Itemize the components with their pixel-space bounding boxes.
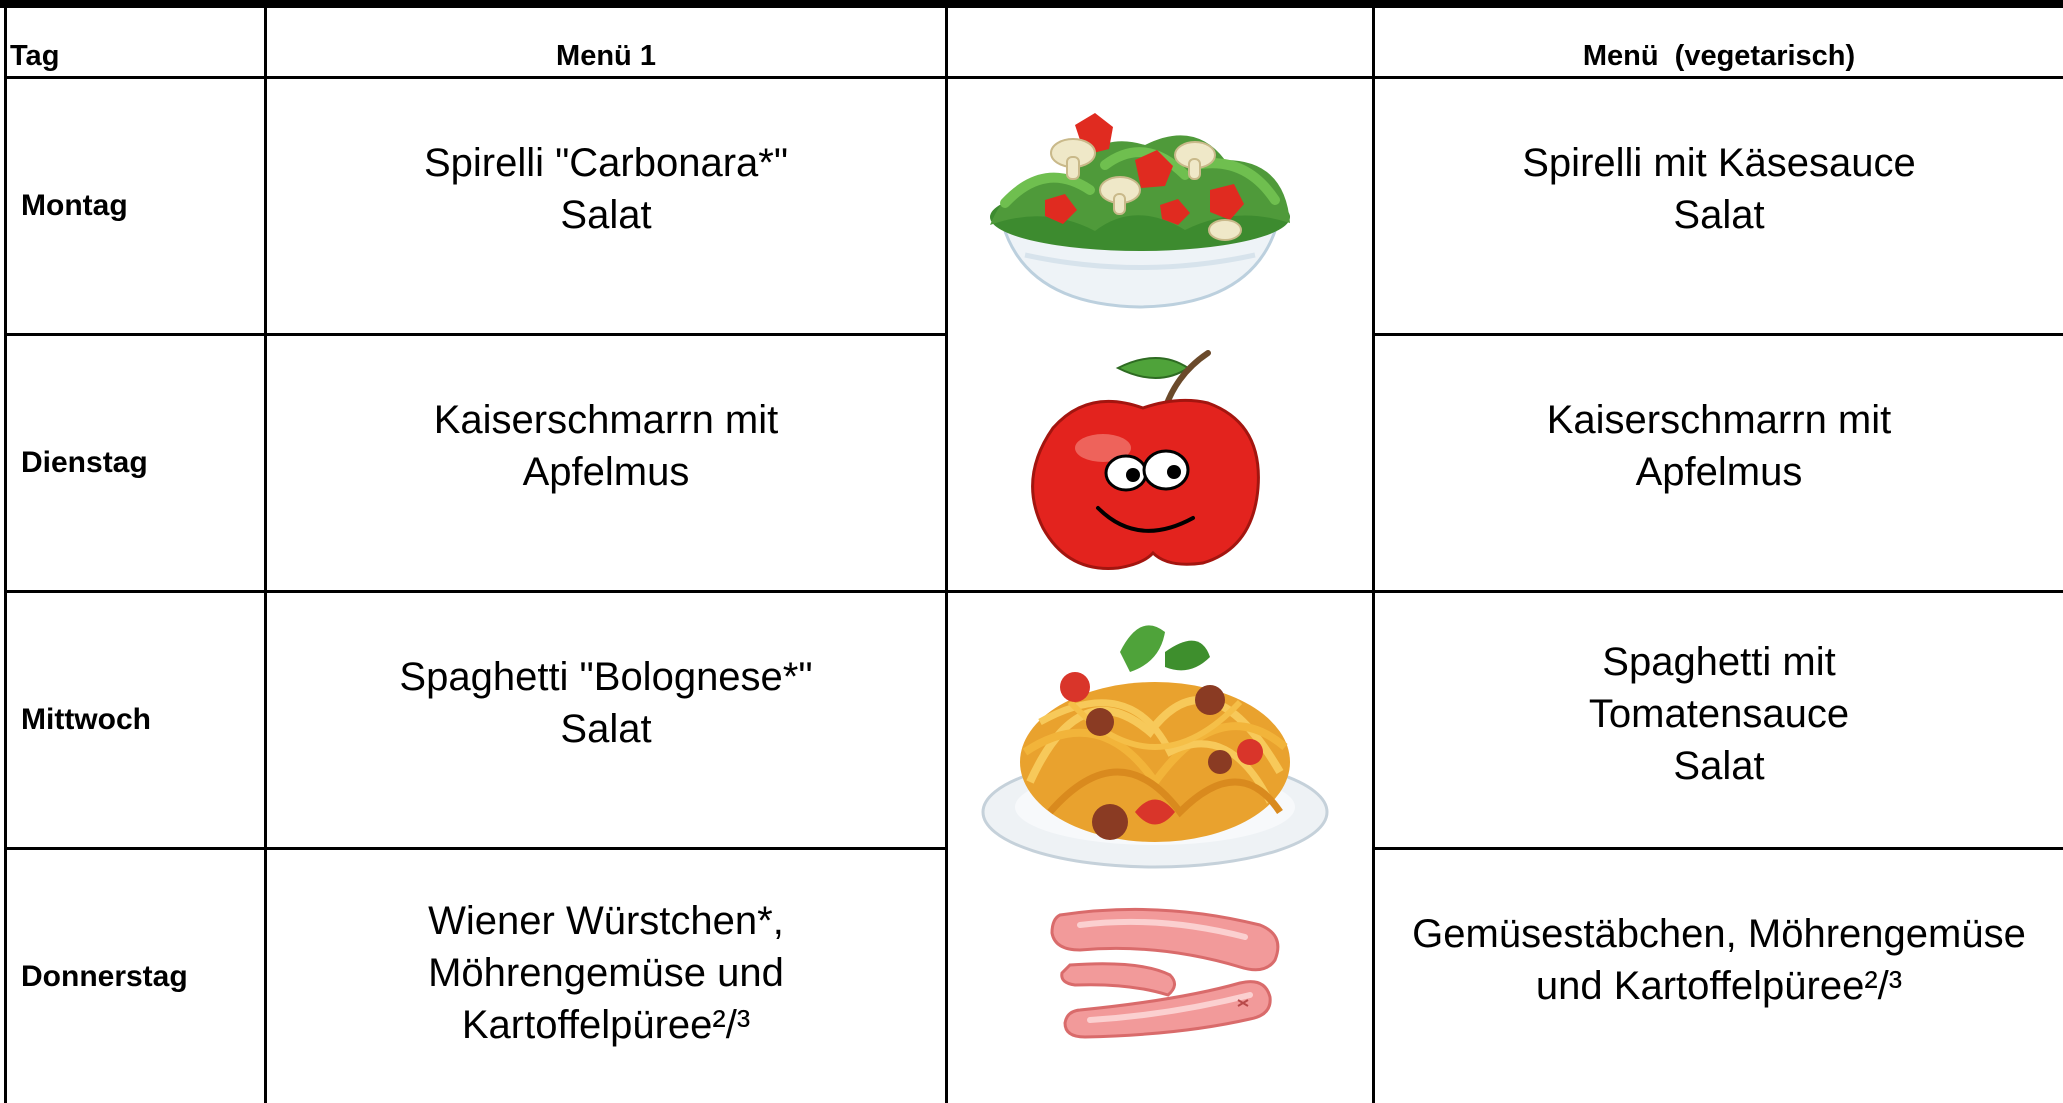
header-veg-label: Menü (vegetarisch) [1582, 39, 1856, 72]
dish-line: und Kartoffelpüree²/³ [1535, 963, 1903, 1008]
day-cell-donnerstag [7, 850, 264, 1103]
dish-line: Kaiserschmarrn mit [1546, 398, 1892, 442]
dish-line: Gemüsestäbchen, Möhrengemüse [1412, 911, 2026, 956]
day-label: Dienstag [21, 446, 148, 479]
dish-line: Tomatensauce [1588, 692, 1850, 736]
veg-cell-dienstag [1375, 336, 2063, 590]
menu1-cell-montag [267, 79, 945, 333]
smiling-apple-icon [1018, 348, 1268, 578]
day-cell-dienstag [7, 336, 264, 590]
header-vegetarian [1375, 34, 2063, 78]
day-label: Donnerstag [21, 959, 188, 993]
veg-cell-mittwoch [1375, 593, 2063, 847]
dish-line: Spaghetti "Bolognese*" [399, 655, 813, 699]
dish-line: Spirelli "Carbonara*" [423, 141, 789, 185]
sausages-icon [1040, 905, 1290, 1040]
menu1-cell-mittwoch [267, 593, 945, 847]
veg-cell-donnerstag [1375, 850, 2063, 1103]
dish-line: Salat [1673, 193, 1765, 237]
dish-line: Salat [560, 707, 652, 751]
header-image [948, 34, 1372, 78]
menu1-cell-donnerstag [267, 850, 945, 1103]
day-cell-mittwoch [7, 593, 264, 847]
dish-line: Spirelli mit Käsesauce [1522, 141, 1916, 185]
salad-bowl-icon [985, 105, 1295, 310]
dish-line: Kartoffelpüree²/³ [461, 1002, 751, 1047]
spaghetti-plate-icon [980, 612, 1330, 872]
veg-cell-montag [1375, 79, 2063, 333]
dish-line: Wiener Würstchen*, [428, 898, 784, 943]
dish-line: Möhrengemüse und [428, 950, 784, 995]
grid-top-border [0, 0, 2063, 8]
dish-line: Salat [560, 193, 652, 237]
grid-divider-menu1 [945, 0, 948, 1103]
day-cell-montag [7, 79, 264, 333]
header-day [10, 34, 260, 78]
day-label: Montag [21, 189, 128, 222]
dish-line: Spaghetti mit [1602, 640, 1836, 684]
day-label: Mittwoch [21, 703, 151, 736]
dish-line: Apfelmus [1635, 450, 1803, 494]
header-menu1-label: Menü 1 [556, 39, 656, 72]
header-day-label: Tag [10, 39, 60, 72]
menu1-cell-dienstag [267, 336, 945, 590]
dish-line: Salat [1673, 744, 1765, 788]
dish-line: Apfelmus [522, 450, 690, 494]
dish-line: Kaiserschmarrn mit [433, 398, 779, 442]
header-menu1 [267, 34, 945, 78]
